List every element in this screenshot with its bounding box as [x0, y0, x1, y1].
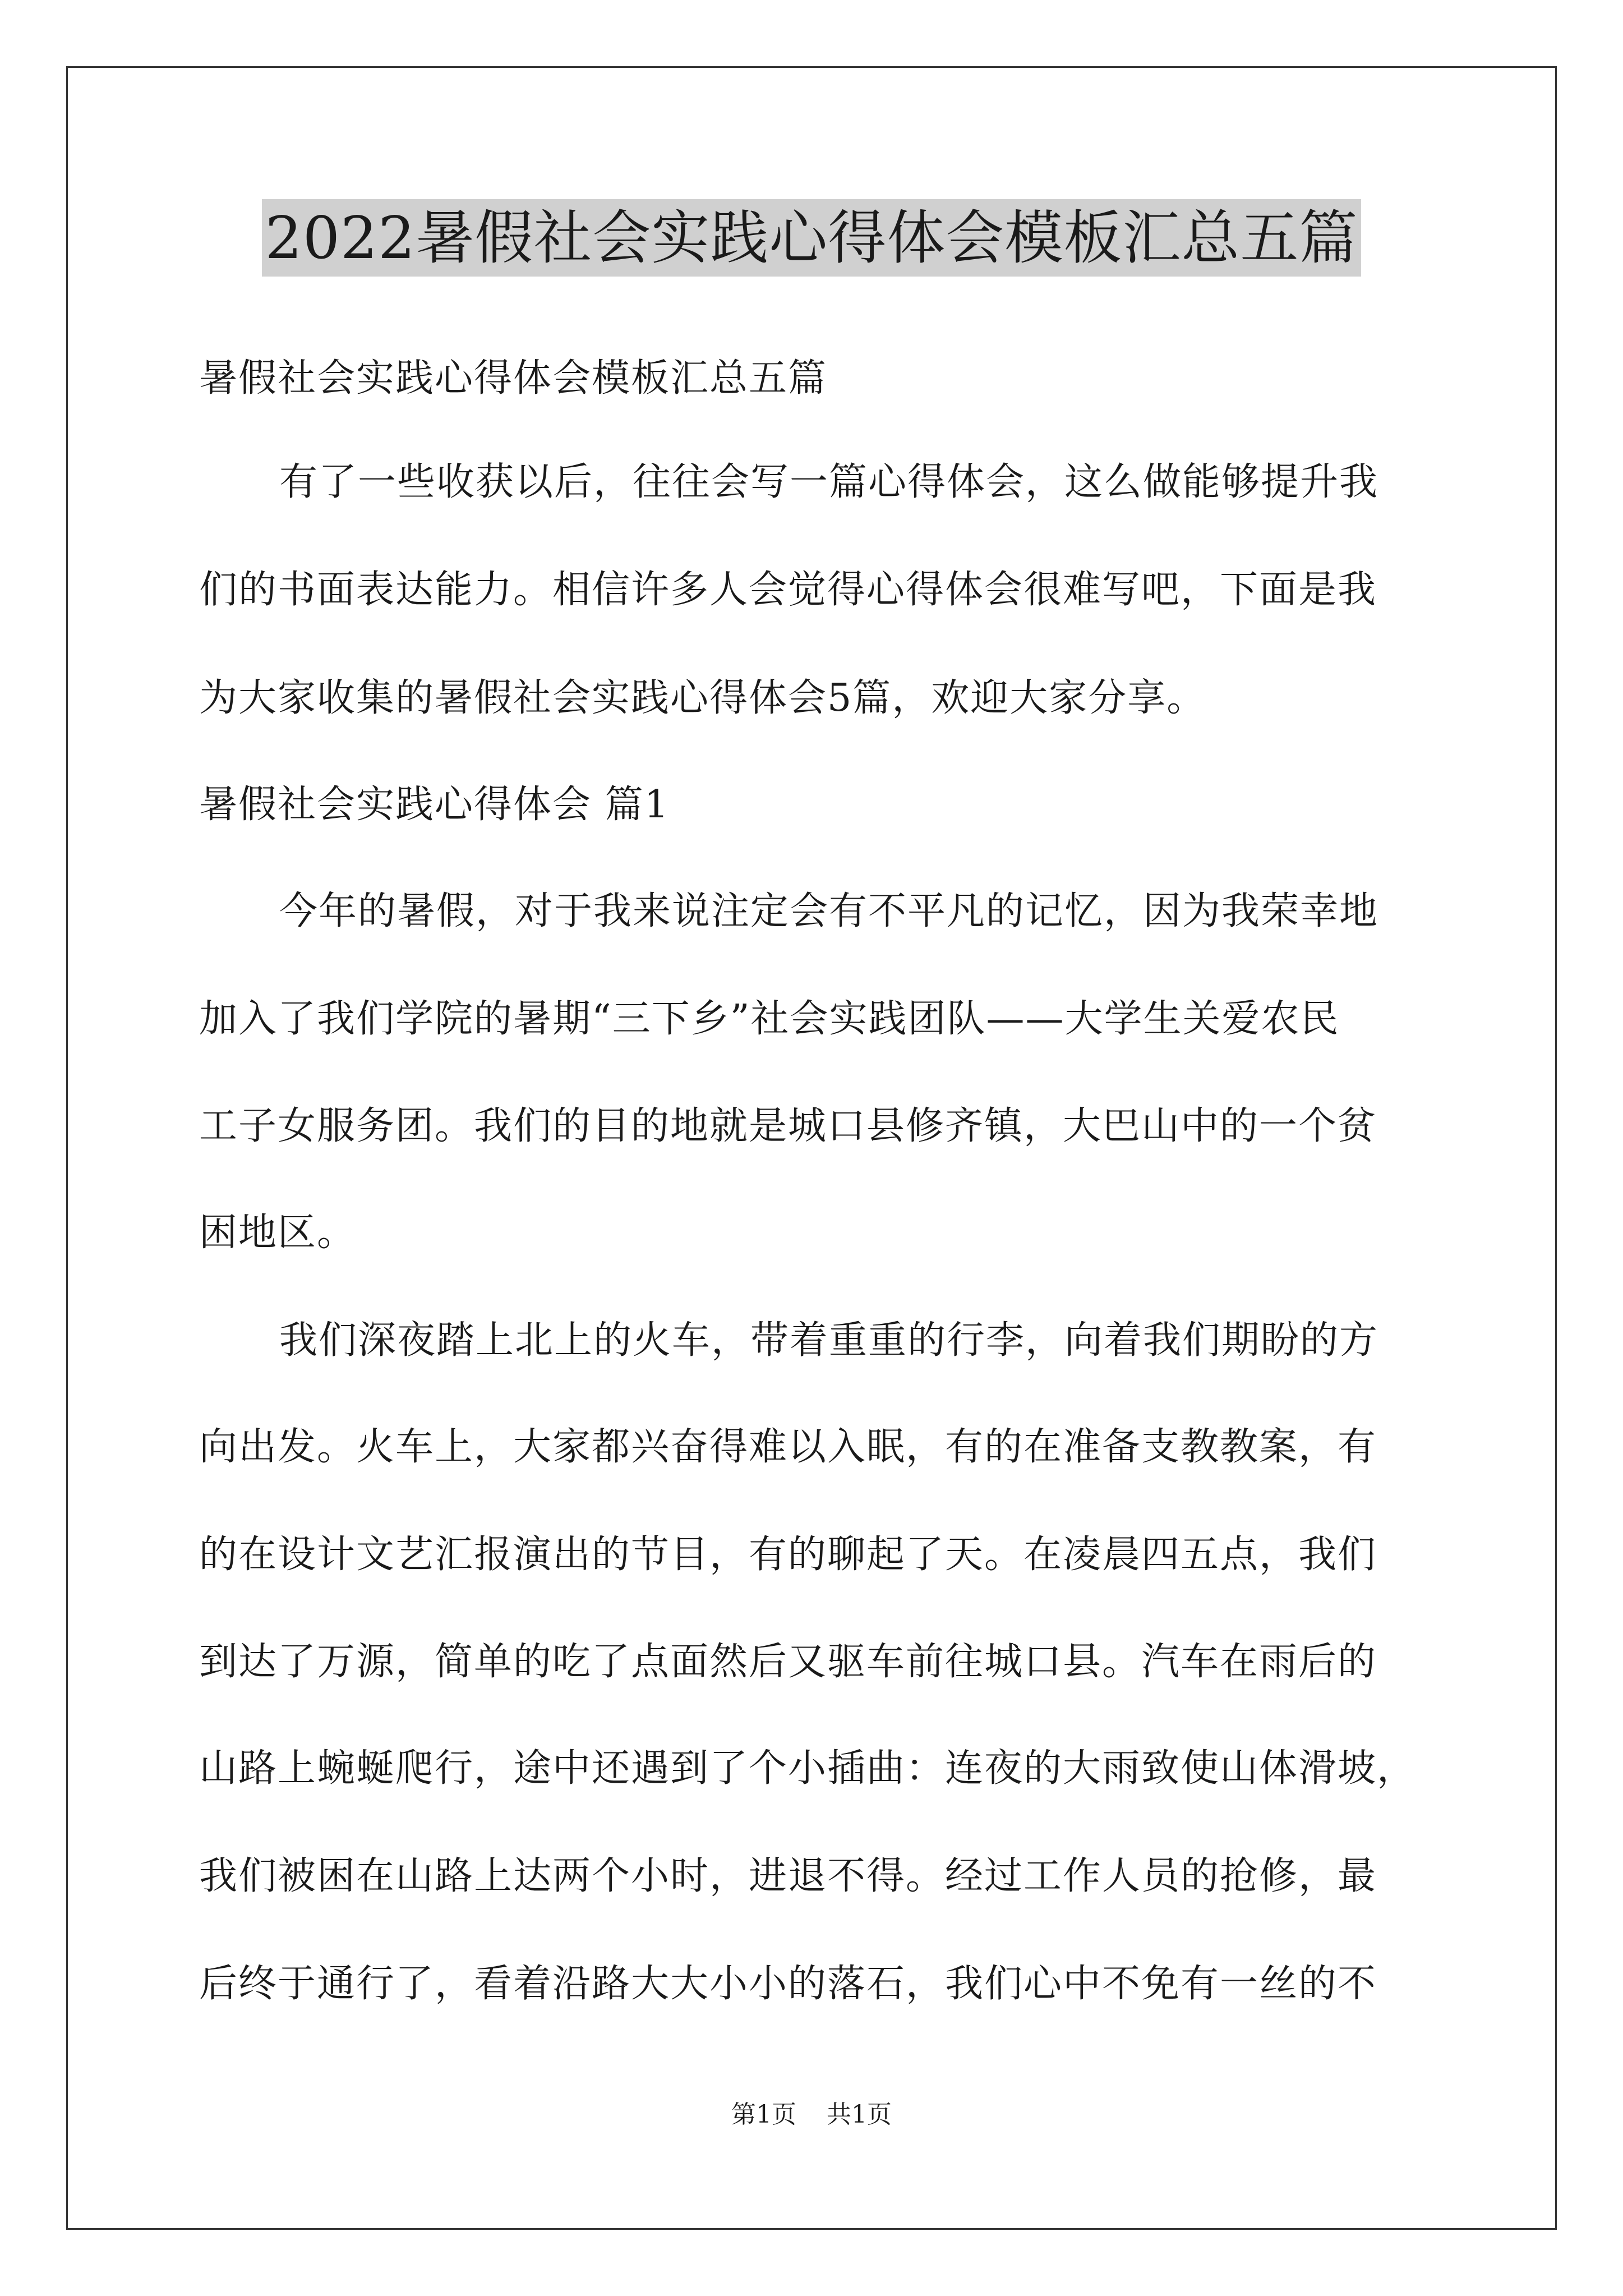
paragraph-line: 们的书面表达能力。相信许多人会觉得心得体会很难写吧，下面是我: [199, 568, 1377, 612]
subtitle-line: 暑假社会实践心得体会模板汇总五篇: [199, 356, 828, 401]
paragraph-line: 后终于通行了，看着沿路大大小小的落石，我们心中不免有一丝的不: [199, 1962, 1377, 2006]
paragraph-line: 今年的暑假，对于我来说注定会有不平凡的记忆，因为我荣幸地: [279, 889, 1379, 933]
paragraph-line: 山路上蜿蜒爬行，途中还遇到了个小插曲：连夜的大雨致使山体滑坡，: [199, 1746, 1417, 1791]
page-number: 第1页: [731, 2100, 796, 2129]
paragraph-line: 有了一些收获以后，往往会写一篇心得体会，这么做能够提升我: [279, 460, 1379, 504]
paragraph-line: 到达了万源，简单的吃了点面然后又驱车前往城口县。汽车在雨后的: [199, 1640, 1377, 1684]
paragraph-line: 困地区。: [199, 1211, 357, 1255]
title-container: [0, 199, 1623, 277]
paragraph-line: 我们被困在山路上达两个小时，进退不得。经过工作人员的抢修，最: [199, 1854, 1377, 1898]
paragraph-line: 为大家收集的暑假社会实践心得体会5篇，欢迎大家分享。: [199, 676, 1206, 720]
document-title: 2022暑假社会实践心得体会模板汇总五篇: [262, 199, 1362, 277]
paragraph-line: 向出发。火车上，大家都兴奋得难以入眠，有的在准备支教教案，有: [199, 1425, 1377, 1469]
paragraph-line: 加入了我们学院的暑期“三下乡”社会实践团队——大学生关爱农民: [199, 997, 1340, 1041]
section-heading: 暑假社会实践心得体会 篇1: [199, 783, 670, 827]
paragraph-line: 我们深夜踏上北上的火车，带着重重的行李，向着我们期盼的方: [279, 1318, 1379, 1363]
paragraph-line: 工子女服务团。我们的目的地就是城口县修齐镇，大巴山中的一个贫: [199, 1104, 1377, 1148]
paragraph-line: 的在设计文艺汇报演出的节目，有的聊起了天。在凌晨四五点，我们: [199, 1533, 1377, 1577]
page-footer: [0, 2098, 1623, 2132]
page-total: 共1页: [827, 2100, 892, 2129]
